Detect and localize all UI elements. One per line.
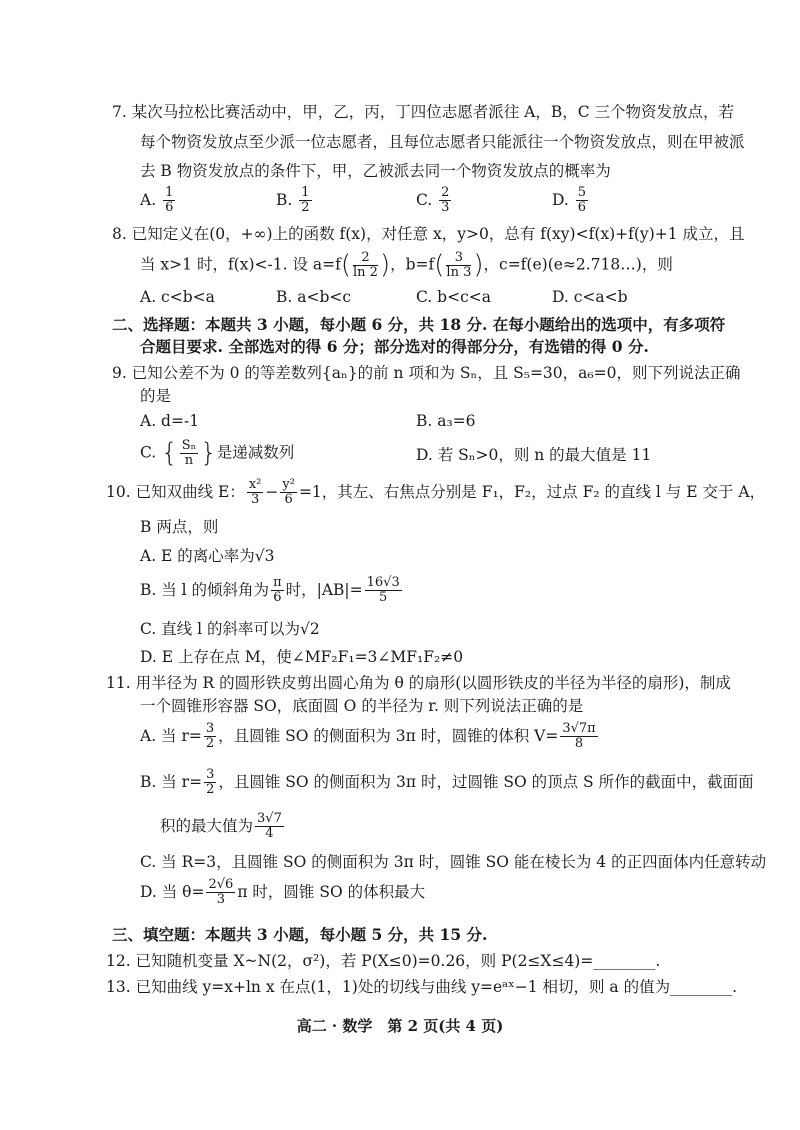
q9-line1: 9. 已知公差不为 0 的等差数列{aₙ}的前 n 项和为 Sₙ，且 S₅=30，a₆=0，则下列说法正确 xyxy=(112,364,741,382)
fraction: $\frac{3}{2}$ xyxy=(206,767,215,798)
q8-option-c: C. b<c<a xyxy=(416,288,491,306)
q9-option-b: B. a₃=6 xyxy=(416,412,476,430)
fraction: $\frac{1}{2}$ xyxy=(301,185,310,216)
q7-option-a: A. $\frac{1}{6}$ xyxy=(140,185,174,216)
q11-option-d: D. 当 θ= $\frac{2√6}{3}$ π 时，圆锥 SO 的体积最大 xyxy=(140,877,426,908)
fraction: $\frac{2}{3}$ xyxy=(441,185,450,216)
q8-option-b: B. a<b<c xyxy=(276,288,352,306)
fraction: $\frac{\text{x²}}{3}$ xyxy=(248,477,262,508)
fraction: $\frac{\text{Sₙ}}{n}$ xyxy=(181,437,197,469)
q11-option-b: B. 当 r= $\frac{3}{2}$ ，且圆锥 SO 的侧面积为 3π 时，过圆锥 SO 的顶点 S 所作的截面中，截面面 xyxy=(140,767,754,798)
section-2-heading: 二、选择题：本题共 3 小题，每小题 6 分，共 18 分. 在每小题给出的选项中，有多项符 xyxy=(112,315,726,334)
fraction: $\frac{\pi}{6}$ xyxy=(273,575,282,606)
q12: 12. 已知随机变量 X~N(2，σ²)，若 P(X≤0)=0.26，则 P(2≤X≤4)=________. xyxy=(106,952,661,970)
fraction: $\frac{3}{2}$ xyxy=(205,721,215,752)
q10-option-a: A. E 的离心率为√3 xyxy=(140,547,275,565)
fraction: $\frac{16√3}{5}$ xyxy=(366,575,400,606)
q7-option-c: C. $\frac{2}{3}$ xyxy=(416,185,450,216)
q7-option-d: D. $\frac{5}{6}$ xyxy=(552,185,587,216)
q10-option-c: C. 直线 l 的斜率可以为√2 xyxy=(140,620,320,638)
fraction: $\frac{\text{y²}}{6}$ xyxy=(282,477,295,508)
page-footer: 高二 · 数学 第 2 页(共 4 页) xyxy=(296,1017,504,1035)
q7-line2: 每个物资发放点至少派一位志愿者，且每位志愿者只能派往一个物资发放点，则在甲被派 xyxy=(140,133,745,151)
fraction: $\frac{1}{6}$ xyxy=(165,185,174,216)
q10-option-d: D. E 上存在点 M，使∠MF₂F₁=3∠MF₁F₂≠0 xyxy=(140,648,464,666)
q10-line1: 10. 已知双曲线 E： $\frac{\text{x²}}{3}$ − $\frac{\text{y²}}{6}$ =1，其左、右焦点分别是 F₁，F₂，过点 F₂ 的直线 l 与 E 交于 A， xyxy=(106,477,766,508)
q8-line1: 8. 已知定义在(0，+∞)上的函数 f(x)，对任意 x，y>0，总有 f(xy)<f(x)+f(y)+1 成立，且 xyxy=(112,225,745,243)
q9-line2: 的是 xyxy=(140,387,172,405)
q9-option-d: D. 若 Sₙ>0，则 n 的最大值是 11 xyxy=(416,446,652,464)
q9-option-c: C. { $\frac{\text{Sₙ}}{n}$ }是递减数列 xyxy=(140,437,295,469)
q11-option-c: C. 当 R=3，且圆锥 SO 的侧面积为 3π 时，圆锥 SO 能在棱长为 4 的正四面体内任意转动 xyxy=(140,853,767,871)
section-3-heading: 三、填空题：本题共 3 小题，每小题 5 分，共 15 分. xyxy=(112,925,488,944)
q9-option-a: A. d=-1 xyxy=(140,412,200,430)
fraction: $\frac{5}{6}$ xyxy=(577,185,587,216)
fraction: $\frac{2}{\ln 2}$ xyxy=(353,249,378,281)
q11-line1: 11. 用半径为 R 的圆形铁皮剪出圆心角为 θ 的扇形(以圆形铁皮的半径为半径的扇形)，制成 xyxy=(106,674,731,692)
fraction: $\frac{3√7\pi}{8}$ xyxy=(562,721,596,752)
q10-option-b: B. 当 l 的倾斜角为 $\frac{\pi}{6}$ 时，|AB|= $\frac{16√3}{5}$ xyxy=(140,575,400,606)
q11-line2: 一个圆锥形容器 SO，底面圆 O 的半径为 r. 则下列说法正确的是 xyxy=(140,697,584,715)
q10-line2: B 两点，则 xyxy=(140,518,219,536)
q11-option-a: A. 当 r= $\frac{3}{2}$ ，且圆锥 SO 的侧面积为 3π 时，圆锥的体积 V= $\frac{3√7\pi}{8}$ xyxy=(140,721,596,752)
q8-option-a: A. c<b<a xyxy=(140,288,215,306)
q8-line2: 当 x>1 时，f(x)<-1. 设 a=f( $\frac{2}{\ln 2}$ )，b=f( $\frac{3}{\ln 3}$ )，c=f(e)(e≈2.718…)，则 xyxy=(140,249,673,281)
fraction: $\frac{3}{\ln 3}$ xyxy=(446,249,472,281)
q7-line3: 去 B 物资发放点的条件下，甲，乙被派去同一个物资发放点的概率为 xyxy=(140,162,611,180)
q7-option-b: B. $\frac{1}{2}$ xyxy=(276,185,310,216)
q8-option-d: D. c<a<b xyxy=(552,288,628,306)
fraction: $\frac{2√6}{3}$ xyxy=(208,877,234,908)
section-2-line2: 合题目要求. 全部选对的得 6 分；部分选对的得部分分，有选错的得 0 分. xyxy=(140,337,649,356)
q13: 13. 已知曲线 y=x+ln x 在点(1，1)处的切线与曲线 y=eᵃˣ−1 相切，则 a 的值为________. xyxy=(106,978,738,996)
q11-option-b-cont: 积的最大值为 $\frac{3√7}{4}$ xyxy=(160,811,282,842)
fraction: $\frac{3√7}{4}$ xyxy=(257,811,282,842)
q7-line1: 7. 某次马拉松比赛活动中，甲，乙，丙，丁四位志愿者派往 A，B，C 三个物资发放点，若 xyxy=(112,103,735,121)
